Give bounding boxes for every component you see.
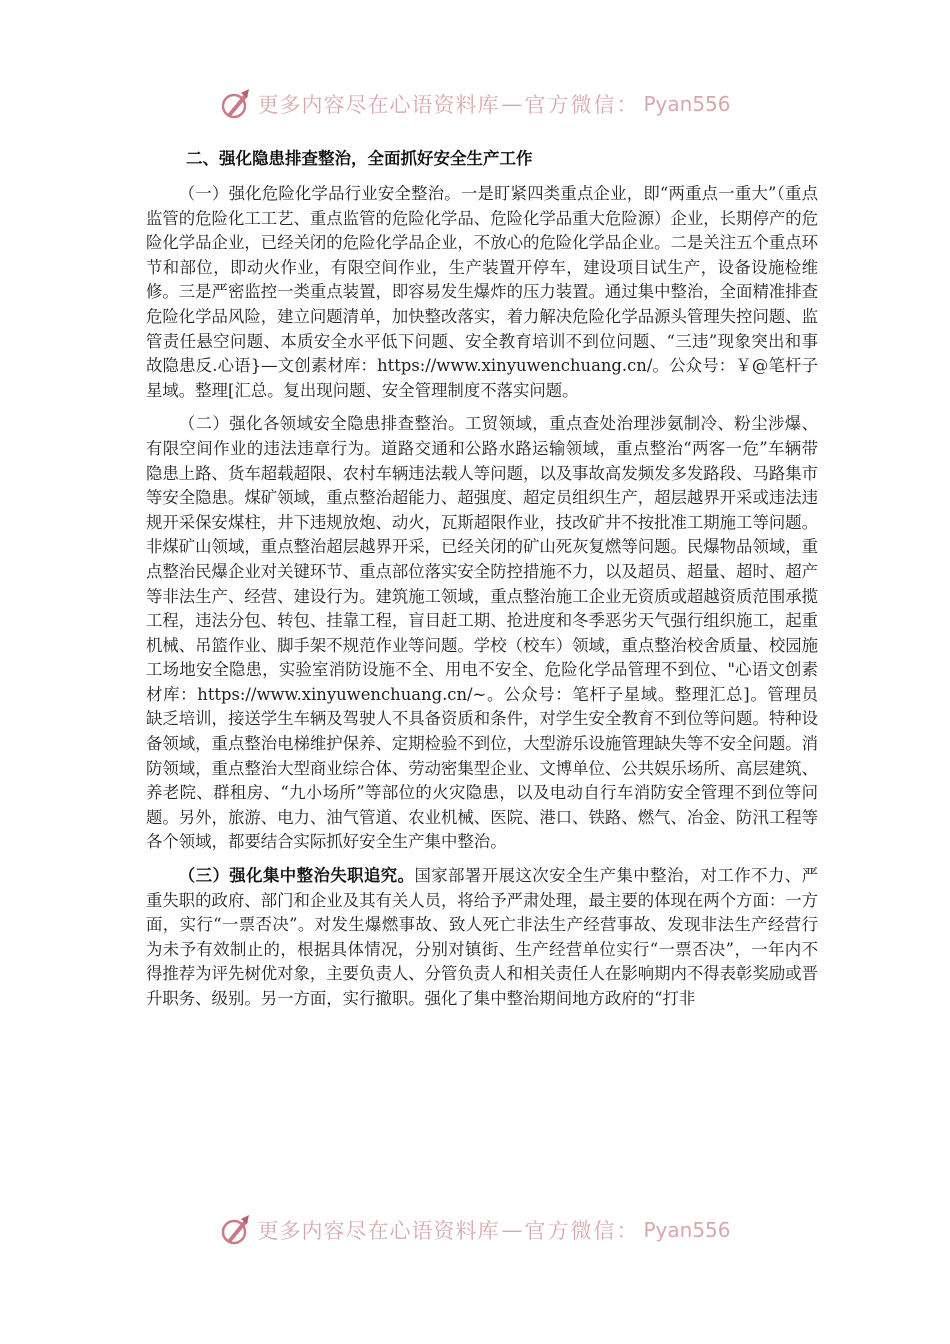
watermark-banner-bottom [0, 1210, 950, 1250]
watermark-account: Pyan556 [643, 92, 731, 116]
paragraph-1 [146, 182, 818, 403]
paragraph-1-text: （一）强化危险化学品行业安全整治。一是盯紧四类重点企业，即“两重点一重大”（重点监管的危险化工工艺、重点监管的危险化学品、危险化学品重大危险源）企业，长期停产的危险化学品企业，已经关闭的危险化学品企业，不放心的危险化学品企业。二是关注五个重点环节和部位，即动火作业，有限空间作业，生产装置开停车，建设项目试生产，设备设施检维修。三是严密监控一类重点装置，即容易发生爆炸的压力装置。通过集中整治，全面精准排查危险化学品风险，建立问题清单，加快整改落实，着力解决危险化学品源头管理失控问题、监管责任悬空问题、本质安全水平低下问题、安全教育培训不到位问题、“三违”现象突出和事故隐患反.心语}—文创素材库：https://www.xinyuwenchuang.cn/。公众号：￥@笔杆子星域。整理[汇总。复出现问题、安全管理制度不落实问题。 [146, 184, 819, 400]
watermark-account: Pyan556 [643, 1218, 731, 1242]
watermark-wechat-label: 官方微信： [524, 93, 640, 117]
watermark-separator: — [501, 1218, 523, 1242]
watermark-brand: 更多内容尽在心语资料库 [257, 1219, 500, 1243]
section-heading: 二、强化隐患排查整治，全面抓好安全生产工作 [186, 149, 533, 168]
watermark-banner-top [0, 84, 950, 124]
paragraph-3-lead: （三）强化集中整治失职追究。 [178, 866, 415, 886]
paragraph-2-text: （二）强化各领域安全隐患排查整治。工贸领域，重点查处治理涉氨制冷、粉尘涉爆、有限空间作业的违法违章行为。道路交通和公路水路运输领域，重点整治“两客一危”车辆带隐患上路、货车超载超限、农村车辆违法载人等问题，以及事故高发频发多发路段、马路集市等安全隐患。煤矿领域，重点整治超能力、超强度、超定员组织生产，超层越界开采或违法违规开采保安煤柱，井下违规放炮、动火，瓦斯超限作业，技改矿井不按批准工期施工等问题。非煤矿山领域，重点整治超层越界开采，已经关闭的矿山死灰复燃等问题。民爆物品领域，重点整治民爆企业对关键环节、重点部位落实安全防控措施不力，以及超员、超量、超时、超产等非法生产、经营、建设行为。建筑施工领域，重点整治施工企业无资质或超越资质范围承揽工程，违法分包、转包、挂靠工程，盲目赶工期、抢进度和冬季恶劣天气强行组织施工，起重机械、吊篮作业、脚手架不规范作业等问题。学校（校车）领域，重点整治校舍质量、校园施工场地安全隐患，实验室消防设施不全、用电不安全、危险化学品管理不到位、"心语文创素材库：https://www.xinyuwenchuang.cn/~。公众号：笔杆子星域。整理汇总]。管理员缺乏培训，接送学生车辆及驾驶人不具备资质和条件，对学生安全教育不到位等问题。特种设备领域，重点整治电梯维护保养、定期检验不到位，大型游乐设施管理缺失等不安全问题。消防领域，重点整治大型商业综合体、劳动密集型企业、文博单位、公共娱乐场所、高层建筑、养老院、群租房、“九小场所”等部位的火灾隐患，以及电动自行车消防安全管理不到位等问题。另外，旅游、电力、油气管道、农业机械、医院、港口、铁路、燃气、冶金、防汛工程等各个领域，都要结合实际抓好安全生产集中整治。 [146, 414, 819, 852]
watermark-wechat-label: 官方微信： [524, 1219, 640, 1243]
quill-pen-logo-icon [219, 1213, 253, 1247]
quill-pen-logo-icon [219, 87, 253, 121]
paragraph-2 [146, 412, 818, 855]
paragraph-3 [146, 864, 818, 1012]
paragraph-3-text: 国家部署开展这次安全生产集中整治，对工作不力、严重失职的政府、部门和企业及其有关人员，将给予严肃处理，最主要的体现在两个方面：一方面，实行“一票否决”。对发生爆燃事故、致人死亡非法生产经营事故、发现非法生产经营行为未予有效制止的，根据具体情况，分别对镇街、生产经营单位实行“一票否决”，一年内不得推荐为评先树优对象，主要负责人、分管负责人和相关责任人在影响期内不得表彰奖励或晋升职务、级别。另一方面，实行撤职。强化了集中整治期间地方政府的“打非 [146, 866, 819, 1008]
watermark-separator: — [501, 92, 523, 116]
document-body [146, 146, 818, 1021]
watermark-brand: 更多内容尽在心语资料库 [257, 93, 500, 117]
